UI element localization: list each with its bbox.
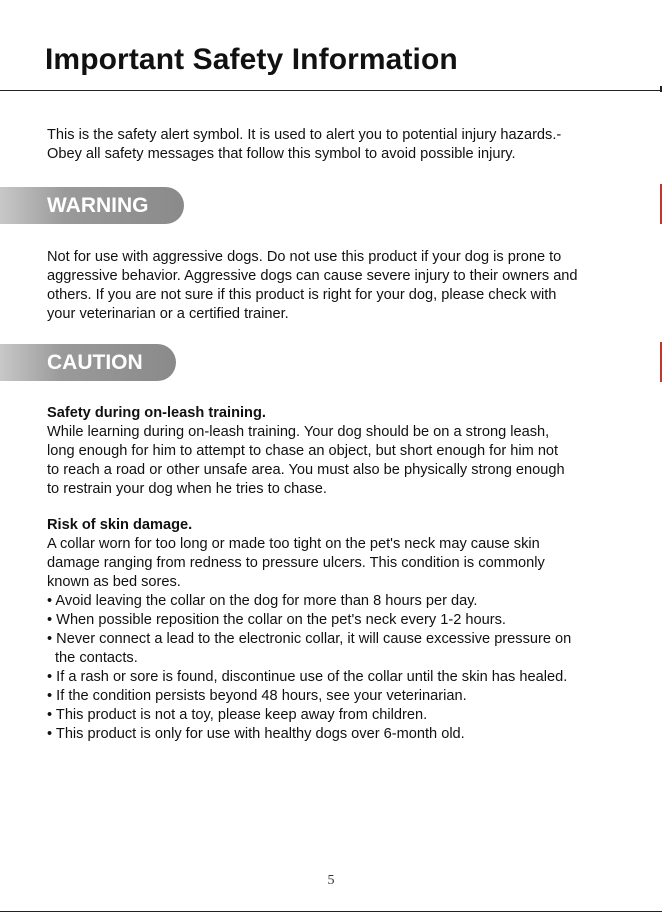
skin-bullet-list [47, 592, 627, 744]
warning-banner: WARNING [0, 187, 184, 224]
section-heading: Safety during on-leash training. [47, 405, 266, 421]
bullet-item: • If a rash or sore is found, discontinue use of the collar until the skin has healed. [47, 669, 568, 685]
bullet-item: • When possible reposition the collar on the pet's neck every 1-2 hours. [47, 612, 506, 628]
footer-divider [0, 911, 662, 912]
section-line: A collar worn for too long or made too tight on the pet's neck may cause skin [47, 536, 540, 552]
page-number: 5 [327, 873, 335, 888]
section-line: damage ranging from redness to pressure ulcers. This condition is commonly [47, 555, 545, 571]
bullet-item: • This product is not a toy, please keep away from children. [47, 707, 428, 723]
caution-banner: CAUTION [0, 344, 176, 381]
bullet-item: • Never connect a lead to the electronic collar, it will cause excessive pressure on [47, 631, 572, 647]
leash-safety-section [47, 404, 627, 499]
intro-line: Obey all safety messages that follow this symbol to avoid possible injury. [47, 146, 516, 162]
section-line: long enough for him to attempt to chase an object, but short enough for him not [47, 443, 559, 459]
header-divider [0, 90, 662, 91]
section-line: While learning during on-leash training. Your dog should be on a strong leash, [47, 424, 550, 440]
warning-line: your veterinarian or a certified trainer. [47, 306, 289, 322]
intro-paragraph [47, 126, 637, 164]
section-heading: Risk of skin damage. [47, 517, 193, 533]
bullet-continuation: the contacts. [55, 650, 138, 666]
bullet-item: • Avoid leaving the collar on the dog for more than 8 hours per day. [47, 593, 478, 609]
warning-paragraph [47, 248, 627, 324]
intro-line: This is the safety alert symbol. It is used to alert you to potential injury hazards.- [47, 127, 562, 143]
skin-damage-section [47, 516, 627, 744]
warning-line: others. If you are not sure if this product is right for your dog, please check with [47, 287, 557, 303]
section-line: to restrain your dog when he tries to chase. [47, 481, 327, 497]
warning-line: aggressive behavior. Aggressive dogs can cause severe injury to their owners and [47, 268, 578, 284]
bullet-item: • This product is only for use with healthy dogs over 6-month old. [47, 726, 465, 742]
section-line: known as bed sores. [47, 574, 181, 590]
section-line: to reach a road or other unsafe area. You must also be physically strong enough [47, 462, 565, 478]
warning-line: Not for use with aggressive dogs. Do not use this product if your dog is prone to [47, 249, 562, 265]
page-title: Important Safety Information [45, 43, 458, 76]
bullet-item: • If the condition persists beyond 48 hours, see your veterinarian. [47, 688, 467, 704]
